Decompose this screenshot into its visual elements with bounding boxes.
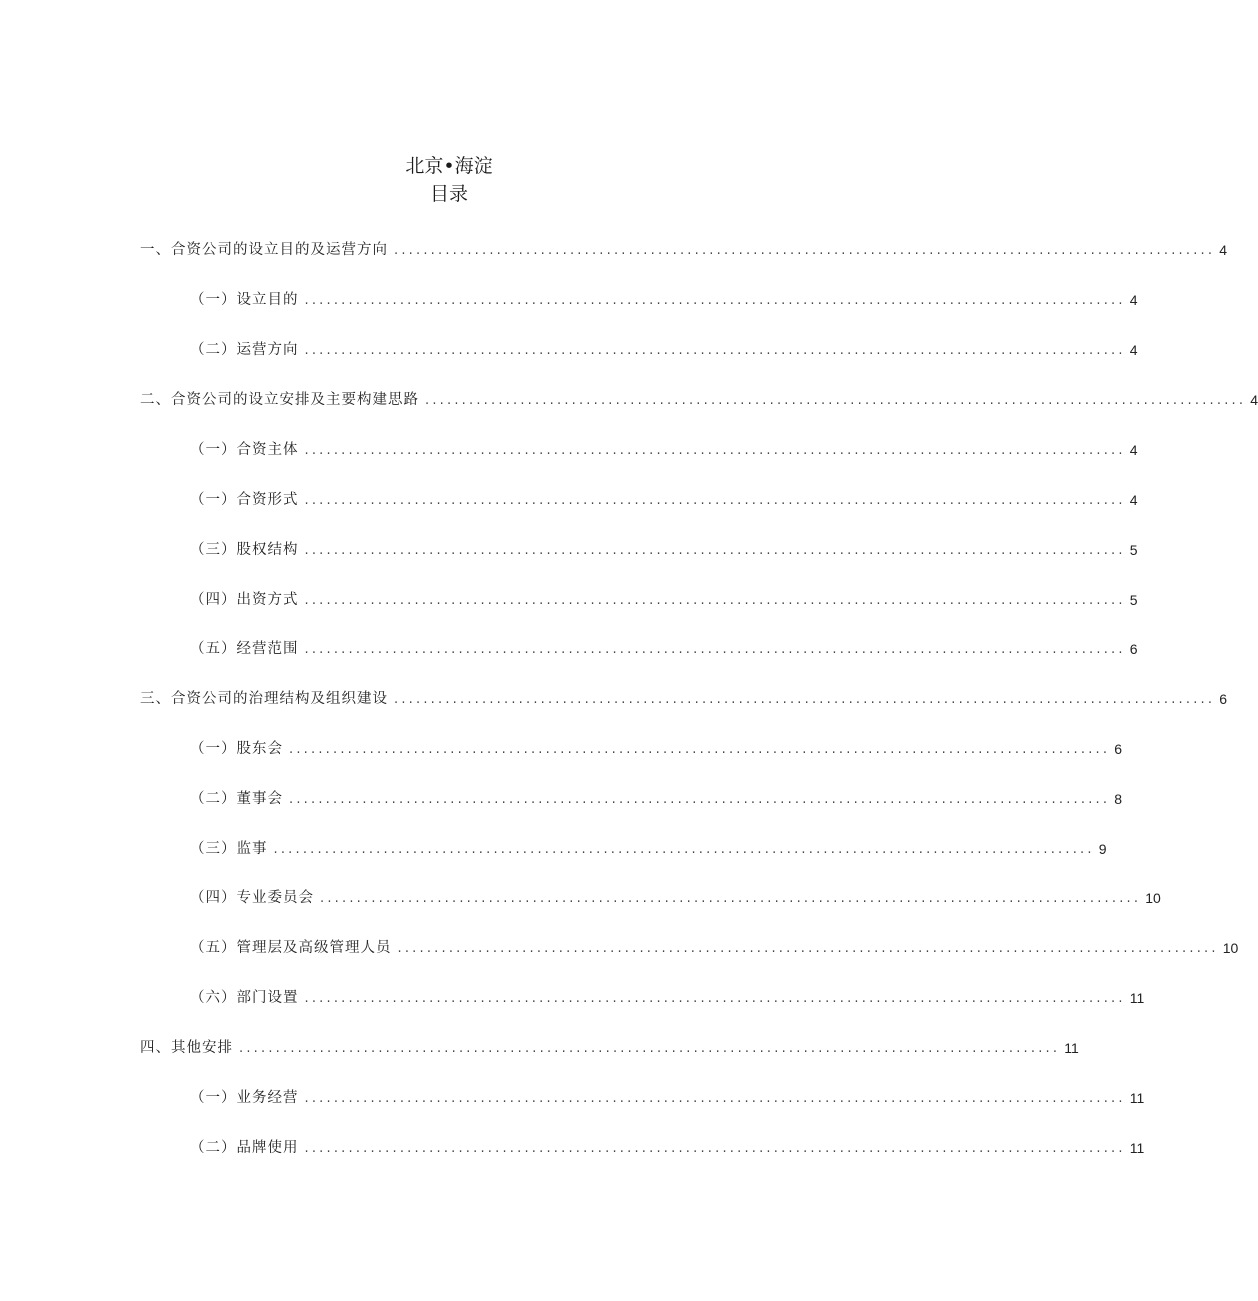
toc-entry-label: （一）股东会 (190, 741, 283, 757)
toc-dot-leader: ................................................................................................................ (320, 891, 1142, 906)
toc-entry[interactable] (140, 1036, 1079, 1058)
toc-dot-leader: ................................................................................................................ (304, 493, 1126, 508)
toc-entry[interactable] (190, 588, 1138, 610)
toc-entry-label: （二）品牌使用 (190, 1140, 299, 1156)
toc-entry-label: （二）董事会 (190, 791, 283, 807)
toc-entry-page: 9 (1098, 841, 1107, 857)
toc-entry[interactable] (190, 737, 1123, 759)
toc-dot-leader: ................................................................................................................ (289, 792, 1111, 807)
toc-entry[interactable] (140, 687, 1228, 709)
toc-entry-page: 10 (1145, 890, 1161, 906)
toc-entry[interactable] (190, 637, 1138, 659)
toc-entry[interactable] (190, 1086, 1145, 1108)
toc-dot-leader: ................................................................................................................ (304, 642, 1126, 657)
toc-entry-page: 4 (1129, 492, 1138, 508)
toc-dot-leader: ................................................................................................................ (289, 742, 1111, 757)
toc-entry[interactable] (190, 538, 1138, 560)
toc-entry-label: 四、其他安排 (140, 1040, 233, 1056)
toc-dot-leader: ................................................................................................................ (304, 1091, 1126, 1106)
toc-dot-leader: ................................................................................................................ (304, 593, 1126, 608)
toc-entry-page: 4 (1129, 292, 1138, 308)
toc-entry-page: 6 (1114, 741, 1123, 757)
toc-entry-page: 5 (1129, 592, 1138, 608)
toc-dot-leader: ................................................................................................................ (304, 991, 1126, 1006)
toc-entry-label: （三）监事 (190, 841, 268, 857)
toc-entry-page: 4 (1219, 242, 1228, 258)
toc-title: 目录 (429, 183, 468, 205)
toc-entry[interactable] (190, 288, 1138, 310)
toc-entry[interactable] (190, 338, 1138, 360)
toc-entry-label: （六）部门设置 (190, 990, 299, 1006)
toc-entry-label: （一）合资主体 (190, 442, 299, 458)
toc-dot-leader: ................................................................................................................ (425, 393, 1247, 408)
toc-entry-label: （二）运营方向 (190, 342, 299, 358)
toc-entry[interactable] (140, 388, 1258, 410)
toc-entry[interactable] (190, 488, 1138, 510)
header-location: 北京•海淀 (405, 155, 493, 177)
toc-entry-page: 6 (1129, 641, 1138, 657)
toc-entry-page: 10 (1222, 940, 1239, 956)
toc-entry-page: 5 (1129, 542, 1138, 558)
toc-entry[interactable] (140, 238, 1228, 260)
toc-entry-label: （一）业务经营 (190, 1090, 299, 1106)
toc-entry-label: （五）管理层及高级管理人员 (190, 940, 392, 956)
toc-dot-leader: ................................................................................................................ (273, 842, 1095, 857)
toc-entry-page: 4 (1129, 342, 1138, 358)
toc-entry-page: 6 (1219, 691, 1228, 707)
toc-dot-leader: ................................................................................................................ (304, 1141, 1126, 1156)
toc-entry-label: （四）出资方式 (190, 592, 299, 608)
toc-entry-label: （一）合资形式 (190, 492, 299, 508)
toc-dot-leader: ................................................................................................................ (394, 692, 1216, 707)
toc-dot-leader: ................................................................................................................ (239, 1041, 1061, 1056)
toc-entry-page: 11 (1129, 990, 1145, 1006)
toc-dot-leader: ................................................................................................................ (304, 343, 1126, 358)
toc-entry[interactable] (190, 886, 1161, 908)
toc-entry-label: （四）专业委员会 (190, 890, 314, 906)
toc-entry-page: 8 (1114, 791, 1123, 807)
toc-entry-page: 11 (1064, 1040, 1079, 1056)
toc-entry-page: 4 (1250, 392, 1258, 408)
document-header (0, 152, 898, 208)
toc-dot-leader: ................................................................................................................ (397, 941, 1219, 956)
toc-entry-label: （一）设立目的 (190, 292, 299, 308)
toc-entry-label: （三）股权结构 (190, 542, 299, 558)
toc-dot-leader: ................................................................................................................ (304, 443, 1126, 458)
toc-entry[interactable] (190, 787, 1123, 809)
toc-entry-label: 二、合资公司的设立安排及主要构建思路 (140, 392, 419, 408)
toc-entry-label: （五）经营范围 (190, 641, 299, 657)
toc-entry[interactable] (190, 936, 1239, 958)
toc-entry-page: 11 (1129, 1090, 1145, 1106)
toc-entry[interactable] (190, 438, 1138, 460)
toc-dot-leader: ................................................................................................................ (304, 293, 1126, 308)
toc-entry-page: 4 (1129, 442, 1138, 458)
toc-entry-label: 一、合资公司的设立目的及运营方向 (140, 242, 388, 258)
toc-entry[interactable] (190, 837, 1107, 859)
toc-entry-label: 三、合资公司的治理结构及组织建设 (140, 691, 388, 707)
toc-entry-page: 11 (1129, 1140, 1145, 1156)
toc-entry[interactable] (190, 986, 1145, 1008)
toc-dot-leader: ................................................................................................................ (394, 243, 1216, 258)
toc-entry[interactable] (190, 1136, 1145, 1158)
toc-dot-leader: ................................................................................................................ (304, 543, 1126, 558)
